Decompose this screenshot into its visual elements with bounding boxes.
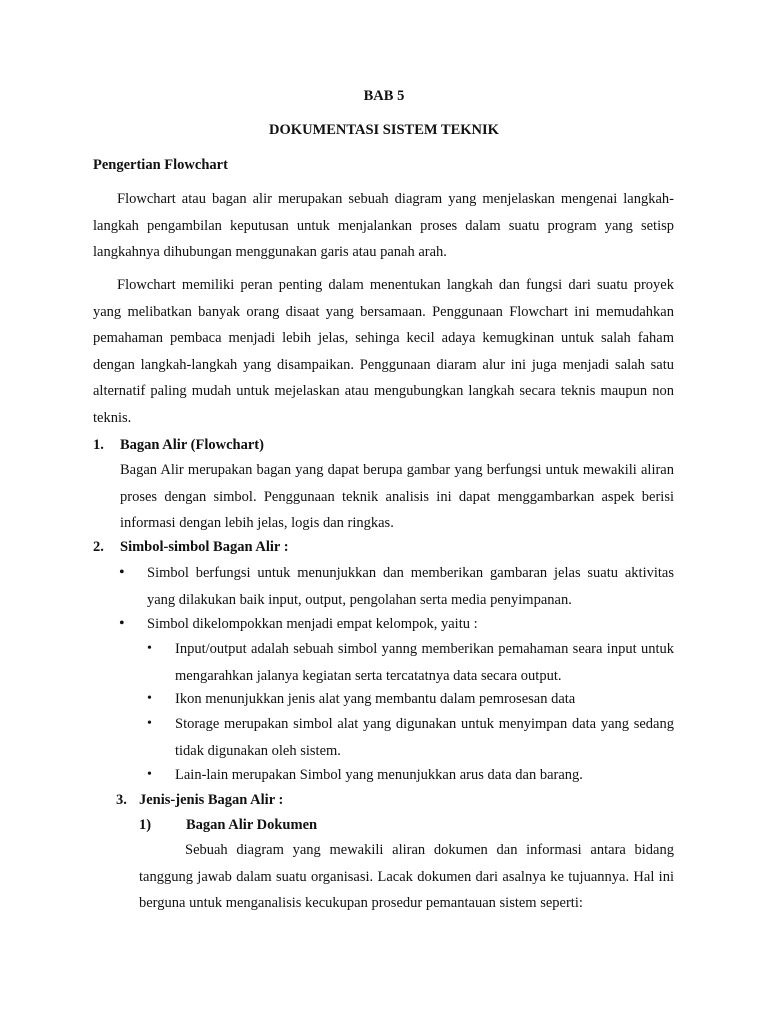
section-heading: Pengertian Flowchart bbox=[93, 157, 228, 173]
item-3-sub-title: Bagan Alir Dokumen bbox=[186, 817, 318, 833]
bullet-icon: • bbox=[119, 564, 125, 581]
bullet-icon: • bbox=[147, 716, 152, 731]
bullet-icon: • bbox=[119, 615, 125, 632]
item-3-sub-number: 1) bbox=[139, 817, 152, 833]
item-1-text: Bagan Alir merupakan bagan yang dapat berupa gambar yang berfungsi untuk mewakili aliran proses dengan simbol. Penggunaan teknik analisis ini dapat menggambarkan aspek berisi informasi dengan lebih jelas, logis dan ringkas. bbox=[120, 462, 674, 531]
bullet-icon: • bbox=[147, 641, 152, 656]
intro-paragraph-2: Flowchart memiliki peran penting dalam menentukan langkah dan fungsi dari suatu proyek yang melibatkan banyak orang disaat yang bersamaan. Penggunaan Flowchart ini memudahkan pemahaman pembaca menjadi lebih jelas, sehinga kecil adaya kemugkinan untuk salah faham dengan langkah-langkah yang disampaikan. Penggunaan diaram alur ini juga menjadi salah satu alternatif paling mudah untuk mejelaskan atau mengubungkan langkah secara teknis maupun non teknis. bbox=[93, 277, 674, 426]
item-2-sub-bullet-1: Input/output adalah sebuah simbol yanng memberikan pemahaman seara input untuk mengarahkan jalanya kegiatan serta tercatatnya data secara output. bbox=[175, 641, 674, 684]
item-3-text: Sebuah diagram yang mewakili aliran dokumen dan informasi antara bidang tanggung jawab dalam suatu organisasi. Lacak dokumen dari asalnya ke tujuannya. Hal ini berguna untuk menganalisis kecukupan prosedur pemantauan sistem seperti: bbox=[139, 842, 674, 911]
item-3-title: Jenis-jenis Bagan Alir : bbox=[139, 792, 284, 808]
bullet-icon: • bbox=[147, 767, 152, 782]
intro-paragraph-1: Flowchart atau bagan alir merupakan sebuah diagram yang menjelaskan mengenai langkah-langkah pengambilan keputusan untuk menjalankan proses dalam suatu program yang setisp langkahnya dihubungan menggunakan garis atau panah arah. bbox=[93, 191, 674, 260]
item-2-title: Simbol-simbol Bagan Alir : bbox=[120, 539, 289, 555]
item-3-number: 3. bbox=[116, 792, 127, 808]
item-2-bullet-1: Simbol berfungsi untuk menunjukkan dan memberikan gambaran jelas suatu aktivitas yang dilakukan baik input, output, pengolahan serta media penyimpanan. bbox=[147, 565, 674, 608]
item-2-sub-bullet-4: Lain-lain merupakan Simbol yang menunjukkan arus data dan barang. bbox=[175, 767, 583, 783]
item-2-sub-bullet-2: Ikon menunjukkan jenis alat yang membantu dalam pemrosesan data bbox=[175, 691, 576, 707]
item-2-sub-bullet-3: Storage merupakan simbol alat yang digunakan untuk menyimpan data yang sedang tidak digunakan oleh sistem. bbox=[175, 716, 674, 759]
item-2-number: 2. bbox=[93, 539, 104, 555]
item-1-number: 1. bbox=[93, 437, 104, 453]
item-1-title: Bagan Alir (Flowchart) bbox=[120, 437, 264, 453]
item-2-bullet-2: Simbol dikelompokkan menjadi empat kelompok, yaitu : bbox=[147, 616, 478, 632]
document-title: DOKUMENTASI SISTEM TEKNIK bbox=[269, 122, 499, 138]
chapter-label: BAB 5 bbox=[363, 88, 405, 104]
bullet-icon: • bbox=[147, 691, 152, 706]
